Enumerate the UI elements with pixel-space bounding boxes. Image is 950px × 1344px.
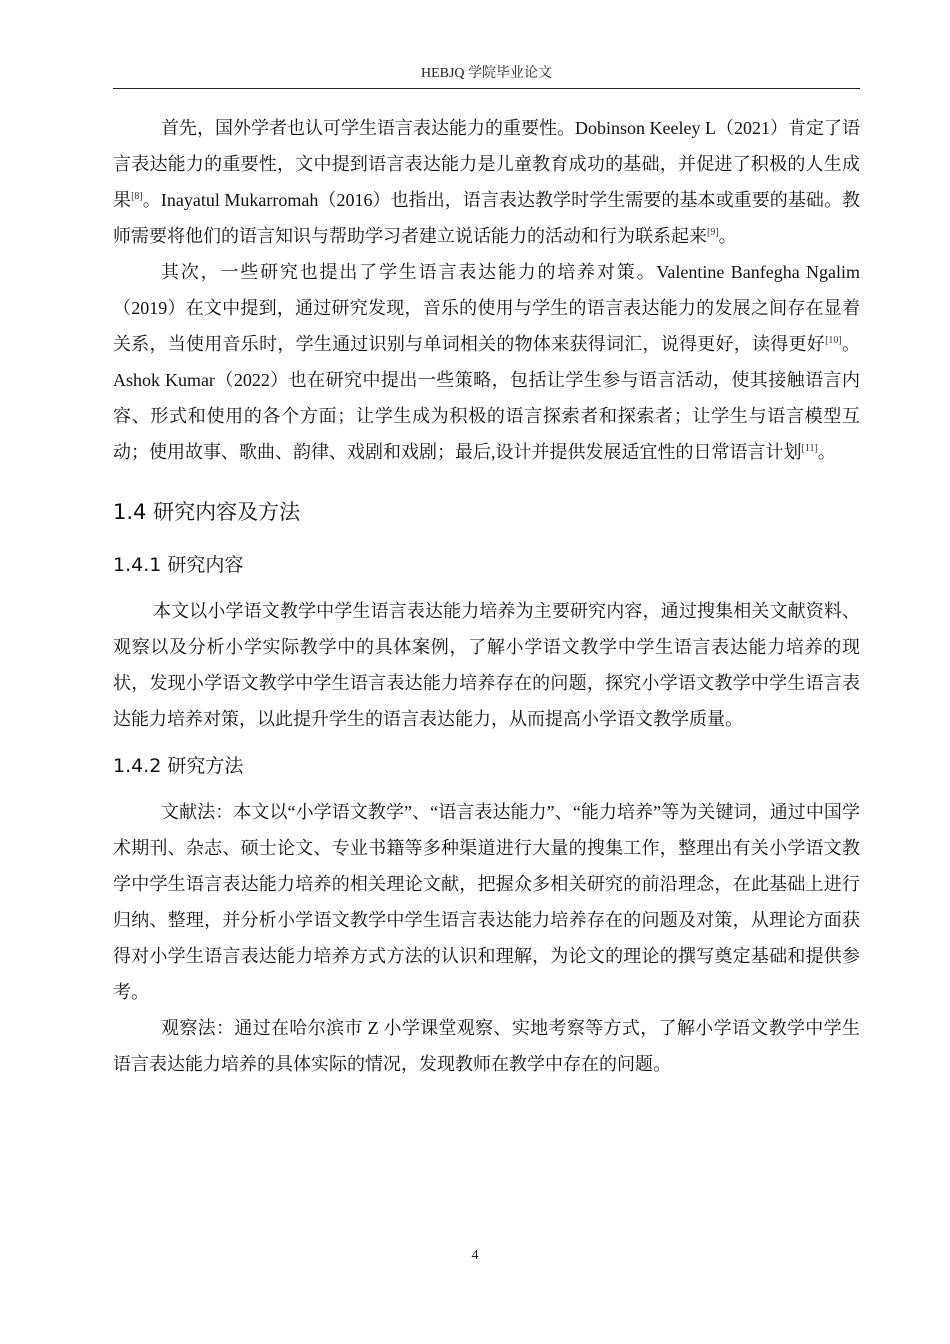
citation-ref: [9]	[707, 227, 719, 238]
paragraph-research-content: 本文以小学语文教学中学生语言表达能力培养为主要研究内容，通过搜集相关文献资料、观察以及分析小学实际教学中的具体案例，了解小学语文教学中学生语言表达能力培养的现状，发现小学语文教学中学生语言表达能力培养存在的问题，探究小学语文教学中学生语言表达能力培养对策，以此提升学生的语言表达能力，从而提高小学语文教学质量。	[113, 601, 860, 729]
citation-ref: [8]	[131, 191, 143, 202]
page-header: HEBJQ 学院毕业论文	[113, 62, 860, 89]
section-heading-1-4: 1.4 研究内容及方法	[113, 500, 301, 524]
page-number: 4	[471, 1248, 479, 1263]
section-heading-1-4-1: 1.4.1 研究内容	[113, 554, 244, 576]
paragraph-text: 。Ashok Kumar（2022）也在研究中提出一些策略，包括让学生参与语言活动，使其接触语言内容、形式和使用的各个方面；让学生成为积极的语言探索者和探索者；让学生与语言模型互动；使用故事、歌曲、韵律、戏剧和戏剧；最后,设计并提供发展适宜性的日常语言计划	[113, 334, 861, 462]
paragraph-observation-method: 观察法：通过在哈尔滨市 Z 小学课堂观察、实地考察等方式，了解小学语文教学中学生语言表达能力培养的具体实际的情况，发现教师在教学中存在的问题。	[113, 1018, 860, 1074]
section-heading-1-4-2: 1.4.2 研究方法	[113, 755, 244, 777]
paragraph-text: 首先，国外学者也认可学生语言表达能力的重要性。Dobinson Keeley L（2021）肯定了语言表达能力的重要性，文中提到语言表达能力是儿童教育成功的基础，并促进了积极的人生成果	[113, 118, 860, 210]
paragraph-text: 。	[718, 226, 737, 246]
paragraph-text: 其次，一些研究也提出了学生语言表达能力的培养对策。Valentine Banfegha Ngalim（2019）在文中提到，通过研究发现，音乐的使用与学生的语言表达能力的发展之间存在显着关系，当使用音乐时，学生通过识别与单词相关的物体来获得词汇，说得更好，读得更好	[113, 262, 860, 354]
paragraph-literature-method: 文献法：本文以“小学语文教学”、“语言表达能力”、“能力培养”等为关键词，通过中国学术期刊、杂志、硕士论文、专业书籍等多种渠道进行大量的搜集工作，整理出有关小学语文教学中学生语言表达能力培养的相关理论文献，把握众多相关研究的前沿理念，在此基础上进行归纳、整理，并分析小学语文教学中学生语言表达能力培养存在的问题及对策，从理论方面获得对小学生语言表达能力培养方式方法的认识和理解，为论文的理论的撰写奠定基础和提供参考。	[113, 802, 860, 1002]
citation-ref: [11]	[801, 443, 818, 454]
page-content	[113, 110, 860, 1082]
paragraph-cultivation-strategies	[113, 254, 860, 470]
paragraph-text: 。Inayatul Mukarromah（2016）也指出，语言表达教学时学生需要的基本或重要的基础。教师需要将他们的语言知识与帮助学习者建立说话能力的活动和行为联系起来	[113, 190, 860, 246]
paragraph-foreign-scholars-importance	[113, 110, 860, 254]
paragraph-text: 。	[817, 442, 836, 462]
citation-ref: [10]	[825, 335, 842, 346]
